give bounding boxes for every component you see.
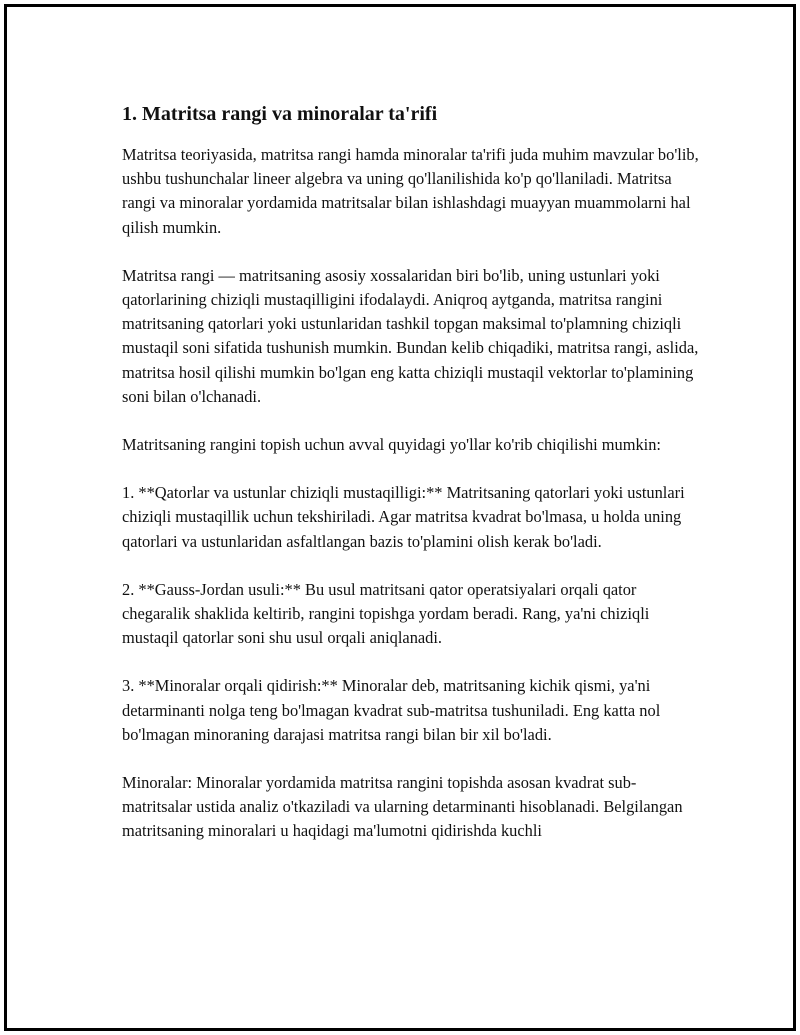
document-body [122, 99, 702, 868]
paragraph-minors: Minoralar: Minoralar yordamida matritsa rangini topishda asosan kvadrat sub-matritsalar ustida analiz o'tkaziladi va ularning detarminanti hisoblanadi. Belgilangan matritsaning minoralari u haqidagi ma'lumotni qidirishda kuchli [122, 773, 683, 841]
paragraph-method-3: 3. **Minoralar orqali qidirish:** Minoralar deb, matritsaning kichik qismi, ya'ni detarminanti nolga teng bo'lmagan kvadrat sub-matritsa tushuniladi. Eng katta nol bo'lmagan minoraning darajasi matritsa rangi bilan bir xil bo'ladi. [122, 676, 661, 744]
paragraph-method-2: 2. **Gauss-Jordan usuli:** Bu usul matritsani qator operatsiyalari orqali qator chegaralik shaklida keltirib, rangini topishga yordam beradi. Rang, ya'ni chiziqli mustaqil qatorlar soni shu usul orqali aniqlanadi. [122, 579, 650, 648]
paragraph-method-1: 1. **Qatorlar va ustunlar chiziqli mustaqilligi:** Matritsaning qatorlari yoki ustunlari chiziqli mustaqillik uchun tekshiriladi. Agar matritsa kvadrat bo'lmasa, u holda uning qatorlari va ustunlaridan asfaltlangan bazis to'plamini olish kerak bo'ladi. [122, 483, 685, 551]
paragraph-intro: Matritsa teoriyasida, matritsa rangi hamda minoralar ta'rifi juda muhim mavzular bo'lib, ushbu tushunchalar lineer algebra va uning qo'llanilishida ko'p qo'llaniladi. Matritsa rangi va minoralar yordamida matritsalar bilan ishlashdagi muayyan muammolarni hal qilish mumkin. [122, 145, 699, 237]
page-frame [4, 4, 796, 1031]
paragraph-methods-intro: Matritsaning rangini topish uchun avval quyidagi yo'llar ko'rib chiqilishi mumkin: [122, 435, 661, 455]
document-title: 1. Matritsa rangi va minoralar ta'rifi [122, 103, 438, 125]
paragraph-rank-definition: Matritsa rangi — matritsaning asosiy xossalaridan biri bo'lib, uning ustunlari yoki qatorlarining chiziqli mustaqilligini ifodalaydi. Aniqroq aytganda, matritsa rangini matritsaning qatorlari yoki ustunlaridan tashkil topgan maksimal to'plamning chiziqli mustaqil soni sifatida tushunish mumkin. Bundan kelib chiqadiki, matritsa rangi, aslida, matritsa hosil qilishi mumkin bo'lgan eng katta chiziqli mustaqil vektorlar to'plamining soni bilan o'lchanadi. [122, 265, 699, 406]
